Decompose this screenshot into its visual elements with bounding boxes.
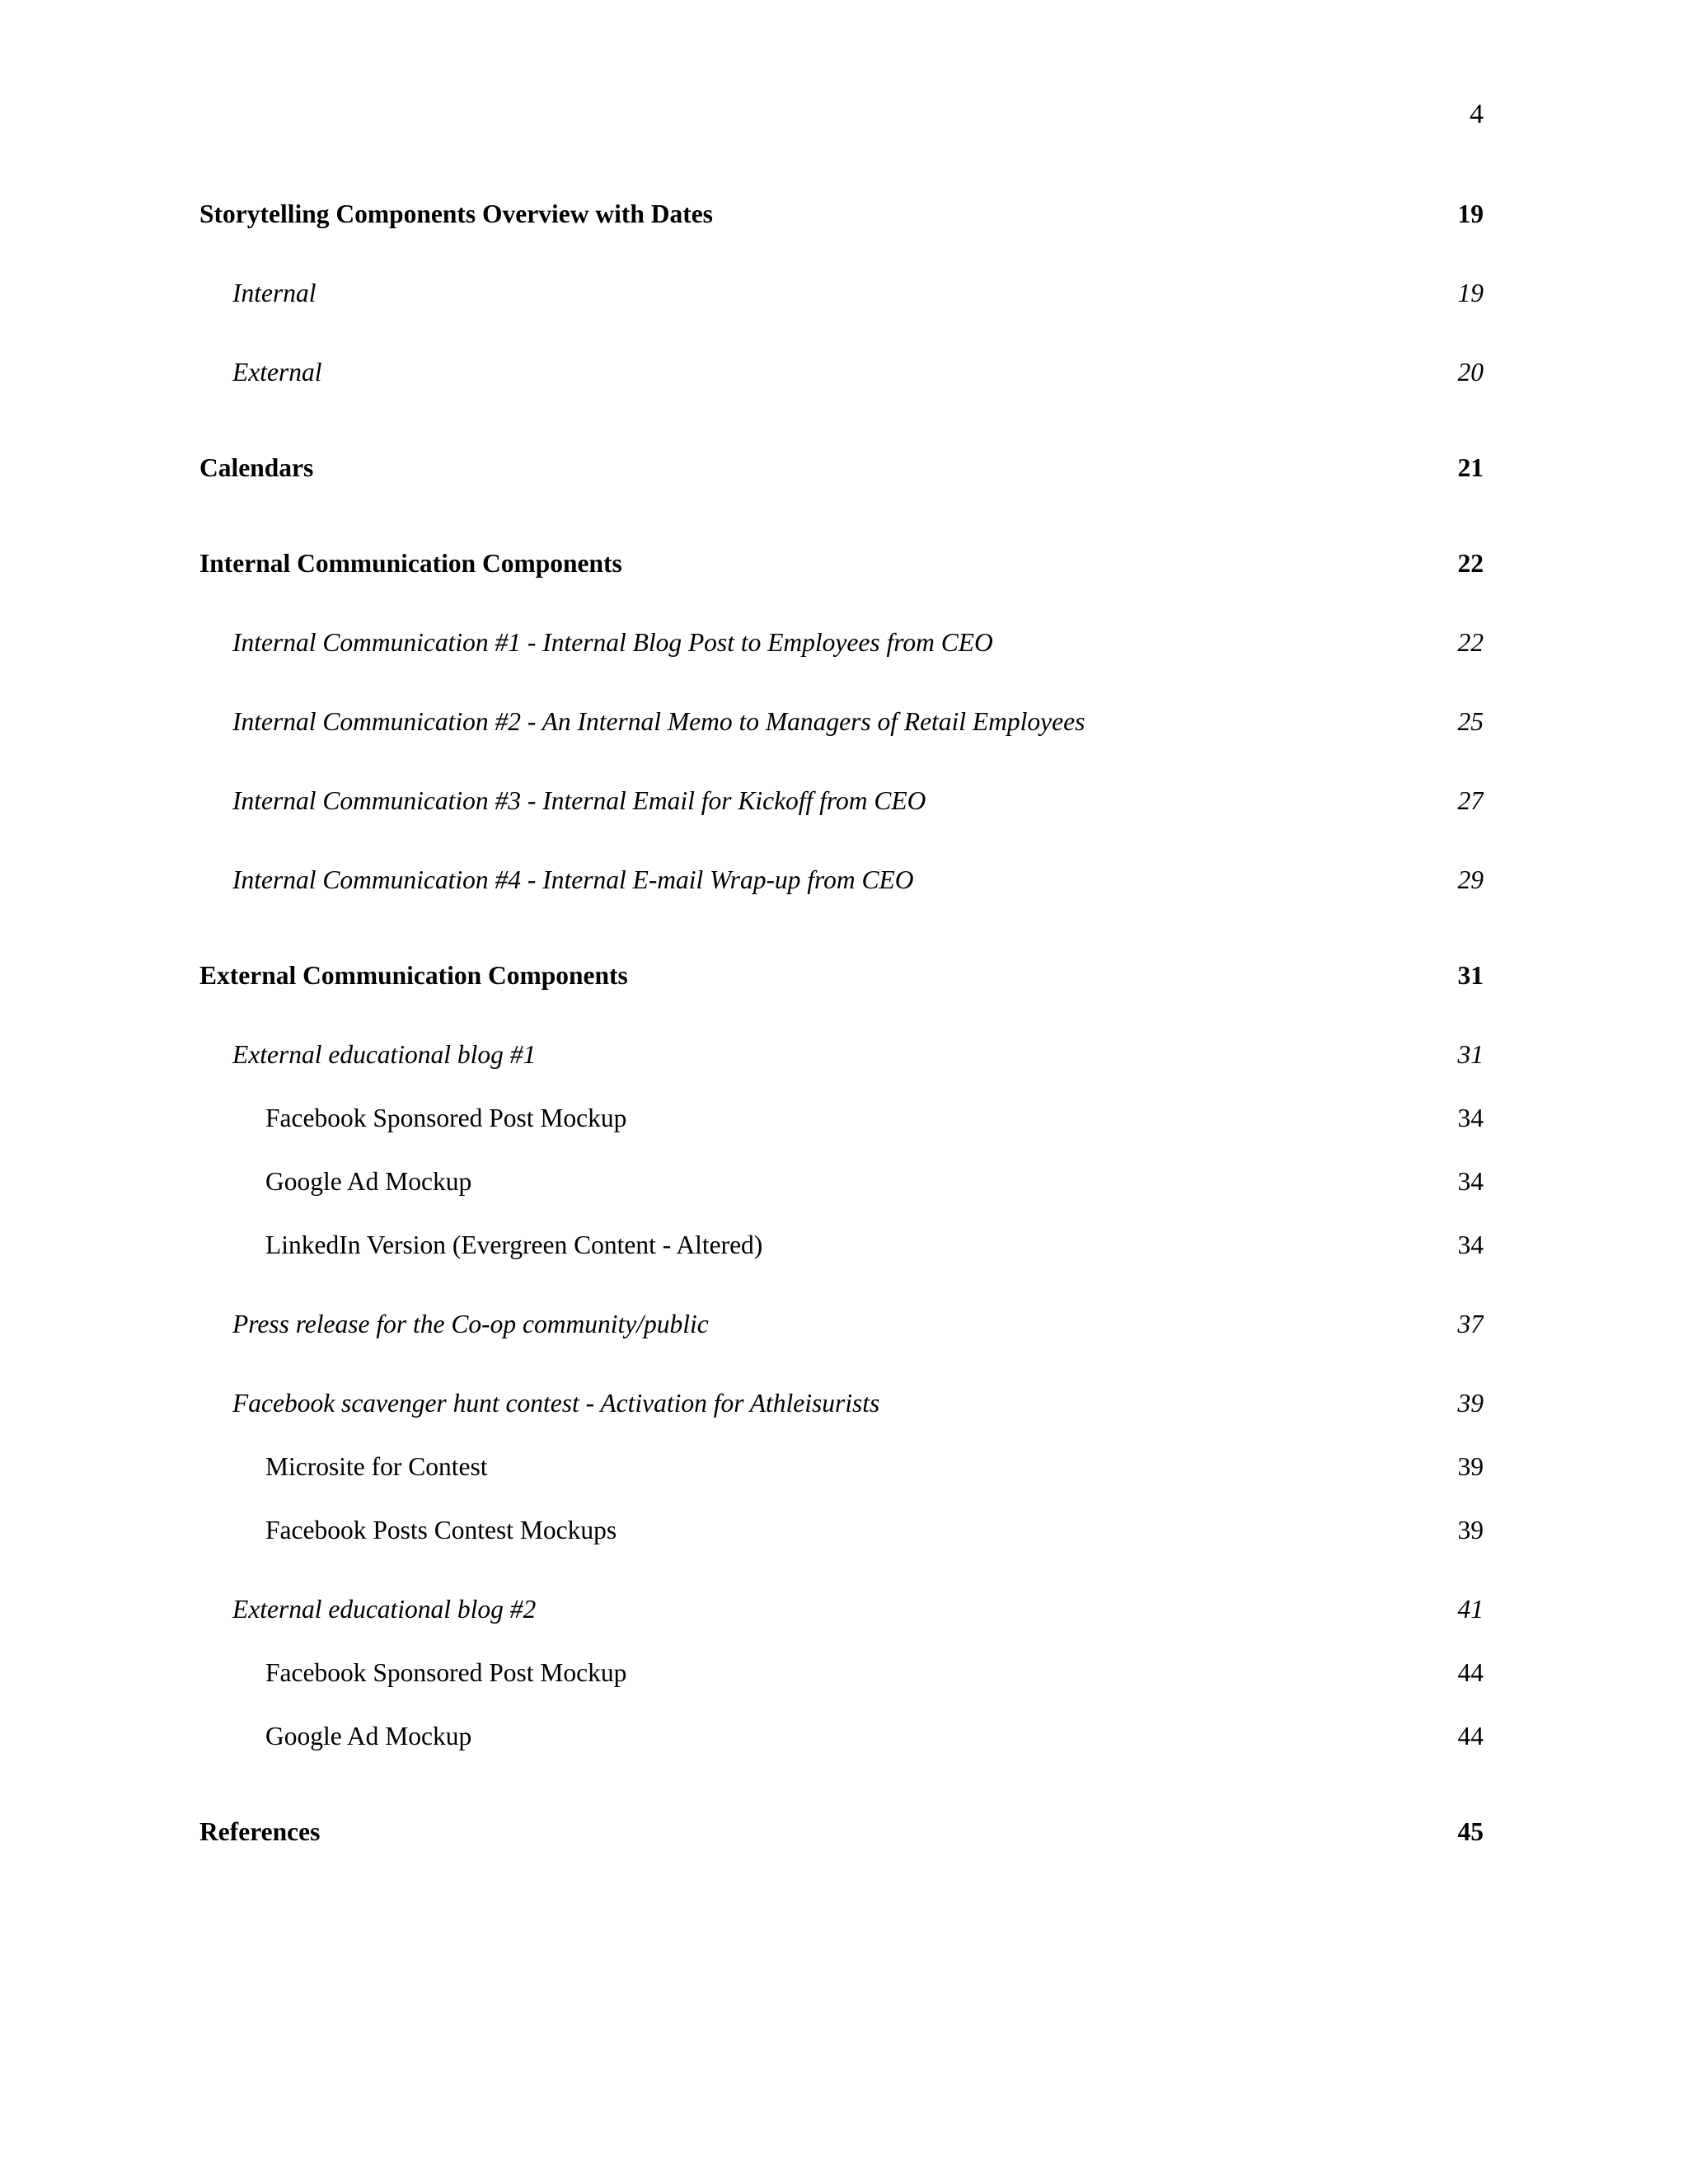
toc-entry-page: 44	[1457, 1658, 1484, 1687]
toc-entry-title: Google Ad Mockup	[265, 1722, 472, 1750]
dot-leader	[536, 1591, 1457, 1592]
toc-entry-google-ad-mockup-1[interactable]	[199, 1164, 1484, 1200]
toc-entry-title: External	[232, 358, 322, 387]
dot-leader	[313, 450, 1457, 451]
toc-entry-title: Internal	[232, 279, 316, 307]
toc-entry-page: 41	[1457, 1595, 1484, 1624]
toc-entry-page: 27	[1457, 786, 1484, 815]
toc-entry-page: 34	[1457, 1230, 1484, 1259]
toc-entry-page: 20	[1457, 358, 1484, 387]
toc-entry-title: Internal Communication #1 - Internal Blog Post to Employees from CEO	[232, 628, 993, 657]
toc-entry-page: 44	[1457, 1722, 1484, 1750]
toc-entry-page: 19	[1457, 199, 1484, 228]
toc-entry-title: External Communication Components	[199, 961, 628, 990]
dot-leader	[709, 1306, 1458, 1307]
toc-entry-page: 34	[1457, 1104, 1484, 1132]
toc-entry-page: 37	[1457, 1310, 1484, 1338]
toc-entry-title: Microsite for Contest	[265, 1452, 488, 1481]
dot-leader	[321, 354, 1457, 355]
toc-entry-facebook-posts-contest-mockups[interactable]	[199, 1512, 1484, 1549]
toc-entry-internal-communication-3[interactable]	[199, 783, 1484, 819]
dot-leader	[487, 1449, 1457, 1450]
toc-entry-page: 25	[1457, 707, 1484, 736]
dot-leader	[617, 1512, 1457, 1513]
toc-entry-press-release[interactable]	[199, 1306, 1484, 1343]
dot-leader	[316, 275, 1457, 276]
toc-entry-page: 21	[1457, 453, 1484, 482]
toc-entry-storytelling-components[interactable]	[199, 196, 1484, 232]
toc-entry-page: 19	[1457, 279, 1484, 307]
toc-entry-external-educational-blog-2[interactable]	[199, 1591, 1484, 1628]
toc-entry-internal-communication-2[interactable]	[199, 704, 1484, 740]
toc-entry-external-communication-components[interactable]	[199, 958, 1484, 994]
toc-entry-title: Internal Communication #2 - An Internal Memo to Managers of Retail Employees	[232, 707, 1085, 736]
dot-leader	[626, 1100, 1457, 1101]
toc-entry-page: 22	[1457, 628, 1484, 657]
toc-entry-external-educational-blog-1[interactable]	[199, 1037, 1484, 1073]
toc-entry-title: Calendars	[199, 453, 314, 482]
dot-leader	[914, 862, 1458, 863]
toc-entry-title: LinkedIn Version (Evergreen Content - Altered)	[265, 1230, 763, 1259]
toc-entry-title: Internal Communication #4 - Internal E-mail Wrap-up from CEO	[232, 865, 914, 894]
toc-entry-external[interactable]	[199, 354, 1484, 391]
dot-leader	[926, 783, 1457, 784]
dot-leader	[1085, 704, 1457, 705]
dot-leader	[471, 1164, 1457, 1165]
toc-entry-page: 29	[1457, 865, 1484, 894]
toc-entry-title: External educational blog #2	[232, 1595, 537, 1624]
toc-entry-title: Storytelling Components Overview with Dates	[199, 199, 713, 228]
toc-entry-title: Facebook Sponsored Post Mockup	[265, 1104, 627, 1132]
dot-leader	[626, 1655, 1457, 1656]
toc-entry-internal[interactable]	[199, 275, 1484, 312]
toc-entry-title: Internal Communication Components	[199, 549, 622, 578]
toc-entry-page: 39	[1457, 1389, 1484, 1418]
page-number: 4	[1470, 99, 1484, 129]
toc-entry-title: Google Ad Mockup	[265, 1167, 472, 1196]
toc-entry-title: Facebook Sponsored Post Mockup	[265, 1658, 627, 1687]
toc-entry-title: Facebook Posts Contest Mockups	[265, 1516, 617, 1544]
dot-leader	[993, 625, 1458, 626]
dot-leader	[536, 1037, 1457, 1038]
toc-entry-page: 34	[1457, 1167, 1484, 1196]
toc-entry-internal-communication-components[interactable]	[199, 546, 1484, 582]
toc-entry-google-ad-mockup-2[interactable]	[199, 1718, 1484, 1755]
toc-entry-facebook-sponsored-post-mockup-2[interactable]	[199, 1655, 1484, 1691]
toc-entry-internal-communication-4[interactable]	[199, 862, 1484, 898]
toc-entry-microsite-for-contest[interactable]	[199, 1449, 1484, 1485]
toc-entry-page: 45	[1457, 1817, 1484, 1846]
toc-entry-title: Press release for the Co-op community/public	[232, 1310, 709, 1338]
toc-entry-title: External educational blog #1	[232, 1040, 537, 1069]
dot-leader	[879, 1385, 1457, 1386]
dot-leader	[320, 1814, 1457, 1815]
toc-entry-title: Internal Communication #3 - Internal Email for Kickoff from CEO	[232, 786, 926, 815]
toc-entry-facebook-scavenger-hunt[interactable]	[199, 1385, 1484, 1422]
dot-leader	[471, 1718, 1457, 1719]
toc-entry-linkedin-version[interactable]	[199, 1227, 1484, 1263]
toc-entry-page: 22	[1457, 549, 1484, 578]
toc-entry-page: 31	[1457, 961, 1484, 990]
toc-entry-page: 39	[1457, 1516, 1484, 1544]
toc-entry-references[interactable]	[199, 1814, 1484, 1850]
toc-entry-internal-communication-1[interactable]	[199, 625, 1484, 661]
dot-leader	[713, 196, 1458, 197]
toc-entry-calendars[interactable]	[199, 450, 1484, 486]
toc-entry-page: 31	[1457, 1040, 1484, 1069]
toc-entry-facebook-sponsored-post-mockup-1[interactable]	[199, 1100, 1484, 1137]
toc-entry-title: Facebook scavenger hunt contest - Activation for Athleisurists	[232, 1389, 880, 1418]
dot-leader	[762, 1227, 1457, 1228]
toc-entry-title: References	[199, 1817, 321, 1846]
toc-entry-page: 39	[1457, 1452, 1484, 1481]
